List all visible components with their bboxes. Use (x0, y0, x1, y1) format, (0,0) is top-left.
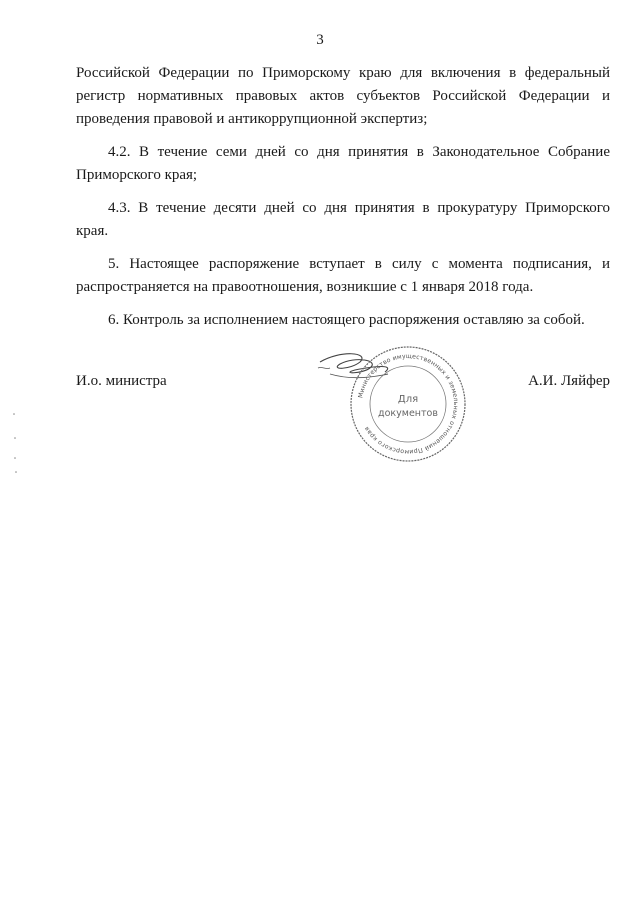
text-line: 6. Контроль за исполнением настоящего распоряжения оставляю за собой. (108, 312, 585, 328)
stamp-ring-text: Министерство имущественных и земельных отношений Приморского края (357, 352, 460, 456)
text-line: Приморского края; (76, 167, 198, 183)
official-stamp (300, 340, 500, 470)
paragraph-item-6 (76, 309, 610, 332)
stamp-text-line-2: документов (378, 408, 438, 419)
stamp-text-line-1: Для (397, 394, 419, 405)
paragraph-registry (76, 62, 610, 131)
paragraph-item-5 (76, 253, 610, 299)
text-line: 5. Настоящее распоряжение вступает в силу с момента подписания, и (108, 256, 610, 272)
margin-dots-icon (12, 410, 20, 480)
signatory-name: А.И. Ляйфер (528, 373, 610, 389)
text-line: края. (76, 223, 109, 239)
margin-marks (12, 410, 20, 480)
text-line: 4.2. В течение семи дней со дня принятия в Законодательное Собрание (108, 144, 610, 160)
document-body (76, 62, 610, 342)
stamp-seal-icon (300, 340, 500, 470)
text-line: 4.3. В течение десяти дней со дня принятия в прокуратуру Приморского (108, 200, 610, 216)
paragraph-item-4-2 (76, 141, 610, 187)
text-line: регистр нормативных правовых актов субъектов Российской Федерации и (76, 88, 610, 104)
paragraph-item-4-3 (76, 197, 610, 243)
page-number: 3 (316, 32, 324, 48)
text-line: Российской Федерации по Приморскому краю для включения в федеральный (76, 65, 610, 81)
text-line: проведения правовой и антикоррупционной экспертиз; (76, 111, 428, 127)
signatory-position: И.о. министра (76, 373, 167, 389)
text-line: распространяется на правоотношения, возникшие с 1 января 2018 года. (76, 279, 534, 295)
